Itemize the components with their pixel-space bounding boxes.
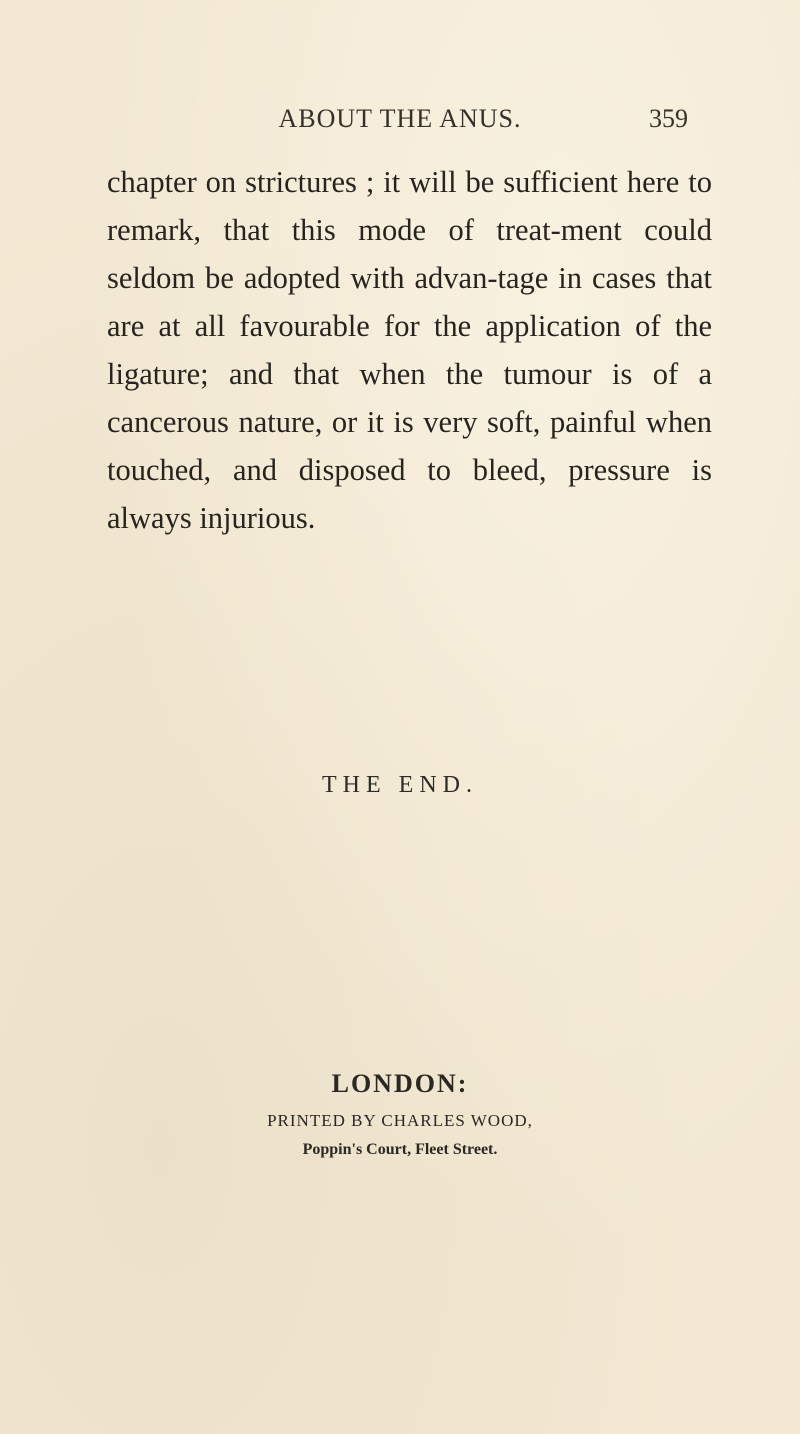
body-paragraph: chapter on strictures ; it will be sufficient here to remark, that this mode of treat-ment could seldom be adopted with advan-tage in cases that are at all favourable for the application of the ligature; and that when the tumour is of a cancerous nature, or it is very soft, painful when touched, and disposed to bleed, pressure is always injurious. [107, 165, 712, 535]
imprint-city: LONDON: [331, 1069, 469, 1098]
imprint-address: Poppin's Court, Fleet Street. [302, 1141, 498, 1158]
imprint [0, 1066, 800, 1162]
page-number: 359 [649, 104, 688, 133]
running-head [0, 104, 800, 144]
imprint-printer: PRINTED BY CHARLES WOOD, [267, 1111, 533, 1130]
running-title: ABOUT THE ANUS. [278, 104, 522, 133]
the-end: THE END. [322, 772, 478, 798]
